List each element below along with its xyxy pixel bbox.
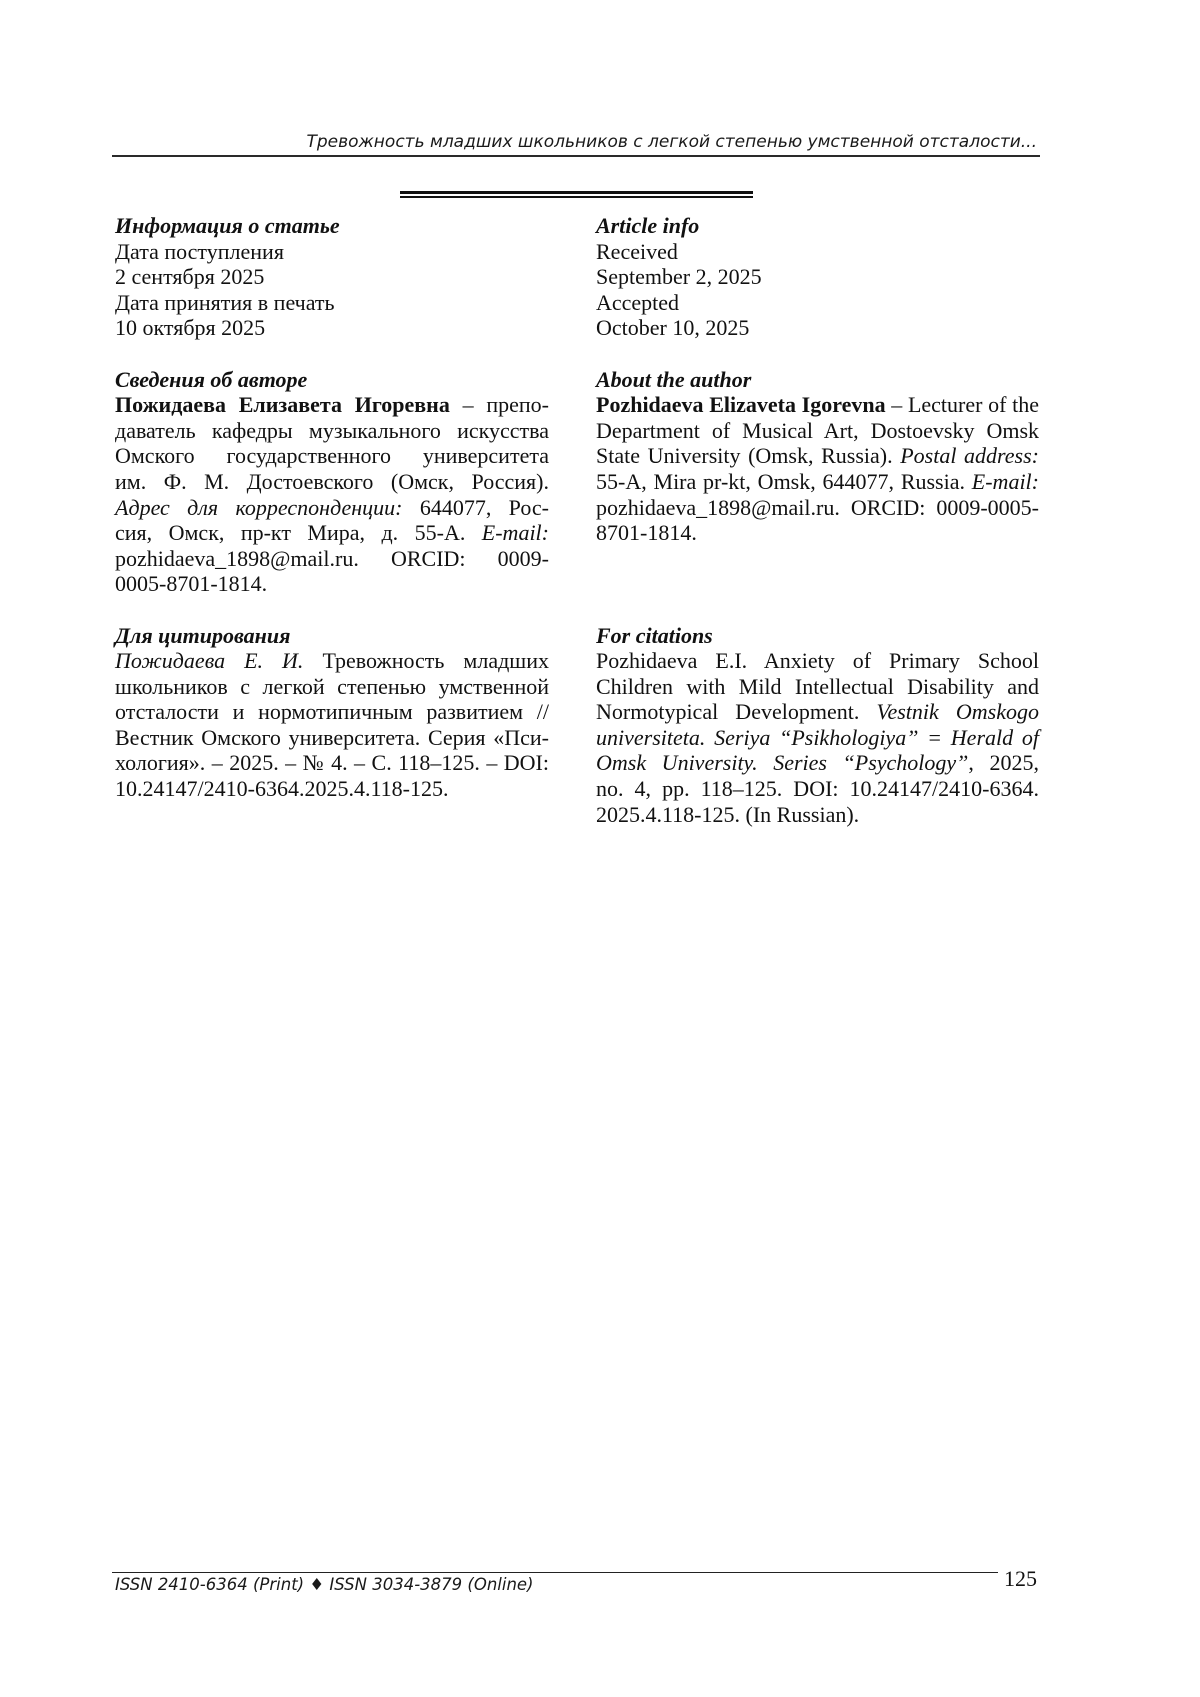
text-run: 2 сентября 2025 xyxy=(115,264,265,290)
citation-en xyxy=(596,623,1039,828)
text-line xyxy=(115,750,549,776)
text-run: хология». – 2025. – № 4. – С. 118–125. – DOI: xyxy=(115,750,549,776)
text-run: – Lecturer of the xyxy=(885,392,1040,418)
text-run: Омского государственного университета xyxy=(115,443,549,469)
italic-text-run: E-mail: xyxy=(481,520,549,546)
italic-text-run: Пожидаева Е. И. xyxy=(115,648,304,674)
text-run: им. Ф. М. Достоевского (Омск, Россия). xyxy=(115,468,549,494)
text-line xyxy=(115,648,549,674)
text-line xyxy=(115,776,549,802)
text-line xyxy=(596,802,1039,828)
text-run: September 2, 2025 xyxy=(596,264,762,290)
bold-text-run: Pozhidaeva Elizaveta Igorevna xyxy=(596,392,886,418)
text-line xyxy=(596,495,1039,521)
text-line xyxy=(115,725,549,751)
text-line xyxy=(115,520,549,546)
text-run: 10 октября 2025 xyxy=(115,315,266,341)
text-line xyxy=(596,699,1039,725)
citation-heading-ru: Для цитирования xyxy=(115,622,291,648)
text-run: Department of Musical Art, Dostoevsky Omsk xyxy=(596,417,1039,443)
text-run: Pozhidaeva E.I. Anxiety of Primary School xyxy=(596,648,1039,674)
text-line xyxy=(596,418,1039,444)
italic-text-run: Postal address: xyxy=(900,443,1039,469)
italic-text-run: E-mail: xyxy=(971,468,1039,494)
text-line xyxy=(115,443,549,469)
italic-text-run: Vestnik Omskogo xyxy=(876,699,1039,725)
text-line xyxy=(115,546,549,572)
text-run: no. 4, pp. 118–125. DOI: 10.24147/2410-6364. xyxy=(596,776,1039,802)
double-rule xyxy=(400,191,753,198)
text-line xyxy=(596,264,1039,290)
text-run: pozhidaeva_1898@mail.ru. ORCID: 0009- xyxy=(115,545,549,571)
citation-heading-en: For citations xyxy=(596,622,713,648)
text-line xyxy=(115,699,549,725)
text-run: сия, Омск, пр-кт Мира, д. 55-А. xyxy=(115,520,482,546)
text-run: October 10, 2025 xyxy=(596,315,750,341)
header-rule xyxy=(112,155,1040,157)
text-line xyxy=(115,469,549,495)
text-run: 644077, Рос- xyxy=(402,494,549,520)
article-info-lines-ru xyxy=(115,239,549,341)
author-info-ru xyxy=(115,367,549,597)
text-run: отсталости и нормотипичным развитием // xyxy=(115,699,549,725)
running-title: Тревожность младших школьников с легкой степенью умственной отсталости... xyxy=(306,132,1037,152)
italic-text-run: Omsk University. Series “Psychology” xyxy=(596,750,969,776)
author-heading-en: About the author xyxy=(596,366,752,392)
footer-rule xyxy=(112,1572,998,1573)
citation-ru xyxy=(115,623,549,828)
article-metadata-columns xyxy=(115,213,1039,827)
text-line xyxy=(596,520,1039,546)
text-line xyxy=(596,239,1039,265)
text-run: , 2025, xyxy=(968,750,1040,776)
text-run: State University (Omsk, Russia). xyxy=(596,443,901,469)
text-run: pozhidaeva_1898@mail.ru. ORCID: 0009-0005- xyxy=(596,494,1039,520)
text-run: 0005-8701-1814. xyxy=(115,571,268,597)
text-line xyxy=(115,315,549,341)
article-info-ru xyxy=(115,213,549,341)
text-line xyxy=(596,469,1039,495)
text-line xyxy=(596,315,1039,341)
text-run: даватель кафедры музыкального искусства xyxy=(115,417,549,443)
text-line xyxy=(115,495,549,521)
text-line xyxy=(115,674,549,700)
text-run: Children with Mild Intellectual Disability and xyxy=(596,673,1039,699)
text-line xyxy=(596,392,1039,418)
text-line xyxy=(596,648,1039,674)
article-info-heading-en: Article info xyxy=(596,213,700,238)
text-line xyxy=(115,264,549,290)
issn-line: ISSN 2410-6364 (Print) ♦ ISSN 3034-3879 (Online) xyxy=(115,1575,534,1594)
page-number: 125 xyxy=(1004,1566,1037,1591)
text-run: Normotypical Development. xyxy=(596,699,877,725)
text-line xyxy=(596,776,1039,802)
text-run: 55-A, Mira pr-kt, Omsk, 644077, Russia. xyxy=(596,468,972,494)
text-line xyxy=(596,443,1039,469)
text-line xyxy=(596,674,1039,700)
citation-paragraph-ru xyxy=(115,648,549,802)
text-line xyxy=(596,290,1039,316)
text-run: 2025.4.118-125. (In Russian). xyxy=(596,801,860,827)
text-line xyxy=(115,418,549,444)
author-paragraph-en xyxy=(596,392,1039,546)
text-run: – препо- xyxy=(449,392,549,418)
italic-text-run: Адрес для корреспонденции: xyxy=(115,494,403,520)
text-line xyxy=(115,392,549,418)
text-run: Accepted xyxy=(596,289,680,315)
article-info-lines-en xyxy=(596,239,1039,341)
text-line xyxy=(596,750,1039,776)
text-line xyxy=(115,571,549,597)
author-paragraph-ru xyxy=(115,392,549,597)
text-run: Тревожность младших xyxy=(303,648,549,674)
text-run: школьников с легкой степенью умственной xyxy=(115,673,549,699)
italic-text-run: universiteta. Seriya “Psikhologiya” = Herald of xyxy=(596,724,1039,750)
text-line xyxy=(596,725,1039,751)
text-run: Дата принятия в печать xyxy=(115,289,335,315)
text-line xyxy=(115,290,549,316)
author-heading-ru: Сведения об авторе xyxy=(115,366,308,392)
text-run: Дата поступления xyxy=(115,238,284,264)
text-run: 10.24147/2410-6364.2025.4.118-125. xyxy=(115,776,449,802)
article-info-heading-ru: Информация о статье xyxy=(115,213,340,238)
text-run: Received xyxy=(596,238,678,264)
bold-text-run: Пожидаева Елизавета Игоревна xyxy=(115,392,450,418)
article-info-en xyxy=(596,213,1039,341)
text-line xyxy=(115,239,549,265)
text-run: Вестник Омского университета. Серия «Пси- xyxy=(115,724,549,750)
author-info-en xyxy=(596,367,1039,597)
citation-paragraph-en xyxy=(596,648,1039,827)
text-run: 8701-1814. xyxy=(596,520,697,546)
